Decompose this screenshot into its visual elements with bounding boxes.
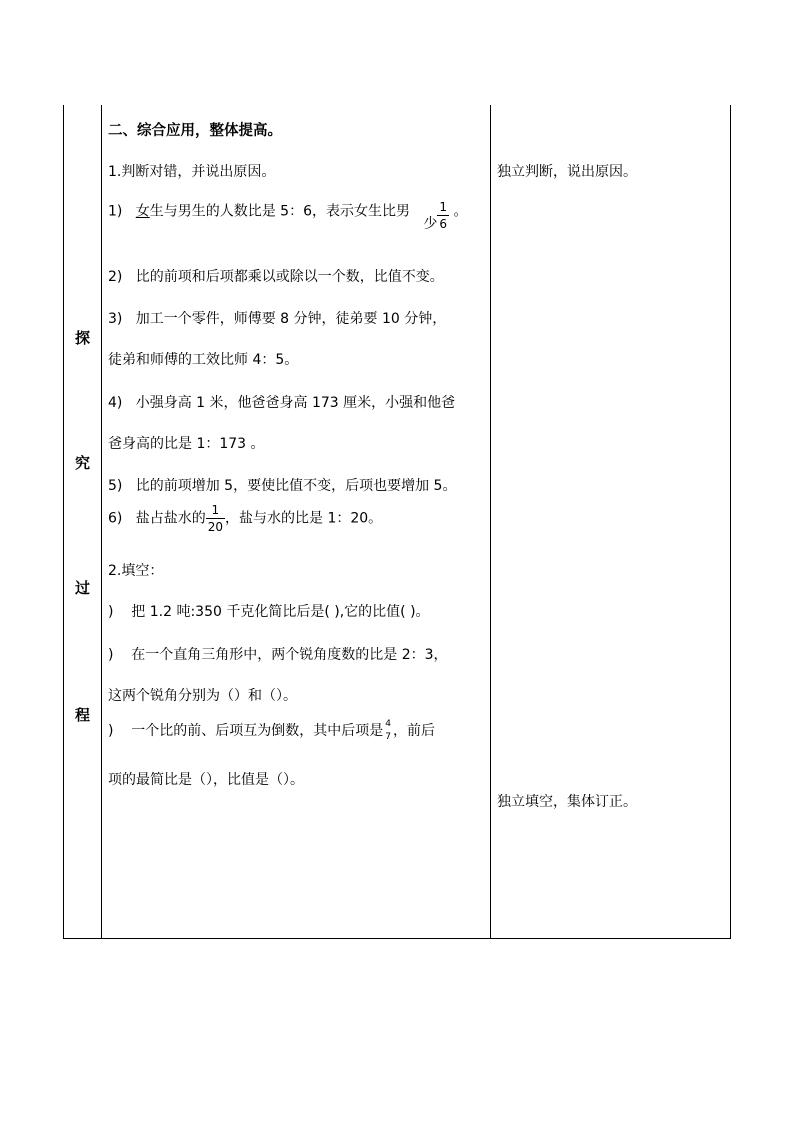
- section-label-char: 究: [74, 454, 90, 472]
- item-text: 加工一个零件，师傅要 8 分钟，徒弟要 10 分钟，: [135, 311, 447, 327]
- section-heading: 二、综合应用，整体提高。: [108, 123, 282, 139]
- item-text: 一个比的前、后项互为倒数，其中后项是: [131, 723, 384, 739]
- item-text: 生与男生的人数比是 5：6，表示女生比男: [149, 203, 410, 220]
- fraction-numerator: 1: [439, 200, 447, 214]
- judge-item-4-line-1: [108, 392, 455, 412]
- item-text: 比的前项和后项都乘以或除以一个数，比值不变。: [135, 269, 444, 285]
- fraction-denominator: 20: [207, 520, 224, 534]
- fraction: [437, 201, 449, 230]
- judge-item-5: [108, 475, 456, 495]
- item-text-prefix: 盐占盐水的: [135, 510, 206, 527]
- fraction: [206, 504, 225, 533]
- item-number: 5): [108, 478, 123, 494]
- fill-item-3-line-2: 项的最简比是（），比值是（）。: [108, 772, 304, 788]
- item-number: ): [108, 604, 114, 620]
- fraction-prefix: 少: [423, 215, 438, 232]
- fill-item-2-line-2: 这两个锐角分别为（）和（）。: [108, 688, 297, 704]
- item-number: 3): [108, 311, 123, 327]
- table-right-border: [730, 105, 731, 939]
- judge-item-6: [108, 504, 382, 533]
- fraction-denominator: 6: [439, 217, 447, 231]
- item-text-suffix: ，盐与水的比是 1：20。: [225, 510, 383, 527]
- item-number: 1): [108, 203, 123, 220]
- fraction: [383, 720, 393, 742]
- item-text: 比的前项增加 5，要使比值不变，后项也要增加 5。: [135, 478, 457, 494]
- fill-item-2-line-1: [108, 644, 448, 664]
- activity-note-2: 独立填空，集体订正。: [497, 794, 637, 810]
- table-bottom-border: [63, 938, 731, 939]
- judge-item-1: [108, 197, 468, 232]
- fraction-denominator: 7: [385, 732, 392, 742]
- item-number: ): [108, 723, 114, 739]
- section-label-char: 程: [74, 706, 90, 724]
- judge-item-4-line-2: 爸身高的比是 1：173 。: [108, 436, 265, 452]
- item-number: ): [108, 647, 114, 663]
- activity-note-1: 独立判断，说出原因。: [497, 164, 637, 180]
- fraction-numerator: 1: [211, 503, 220, 517]
- question-1-title: 1.判断对错，并说出原因。: [108, 164, 276, 180]
- item-text: 小强身高 1 米，他爸爸身高 173 厘米，小强和他爸: [135, 395, 456, 411]
- table-divider-1: [101, 105, 102, 939]
- item-text-suffix: 。: [449, 203, 468, 220]
- judge-item-3-line-1: [108, 308, 446, 328]
- judge-item-2: [108, 266, 444, 286]
- item-text: 把 1.2 吨:350 千克化简比后是( ),它的比值( )。: [131, 604, 430, 620]
- fill-item-1: [108, 601, 430, 621]
- item-text-suffix: ，前后: [393, 723, 436, 739]
- item-text-prefix: 女: [135, 203, 150, 220]
- item-number: 6): [108, 510, 123, 527]
- fraction-numerator: 4: [385, 719, 392, 729]
- judge-item-3-line-2: 徒弟和师傅的工效比师 4：5。: [108, 352, 299, 368]
- question-2-title: 2.填空：: [108, 563, 164, 579]
- section-label-column: [64, 105, 101, 938]
- section-label-char: 探: [74, 329, 90, 347]
- table-divider-2: [490, 105, 491, 939]
- fill-item-3-line-1: [108, 720, 435, 742]
- section-label-char: 过: [74, 579, 90, 597]
- item-text: 在一个直角三角形中，两个锐角度数的比是 2：3，: [131, 647, 448, 663]
- item-number: 2): [108, 269, 123, 285]
- item-number: 4): [108, 395, 123, 411]
